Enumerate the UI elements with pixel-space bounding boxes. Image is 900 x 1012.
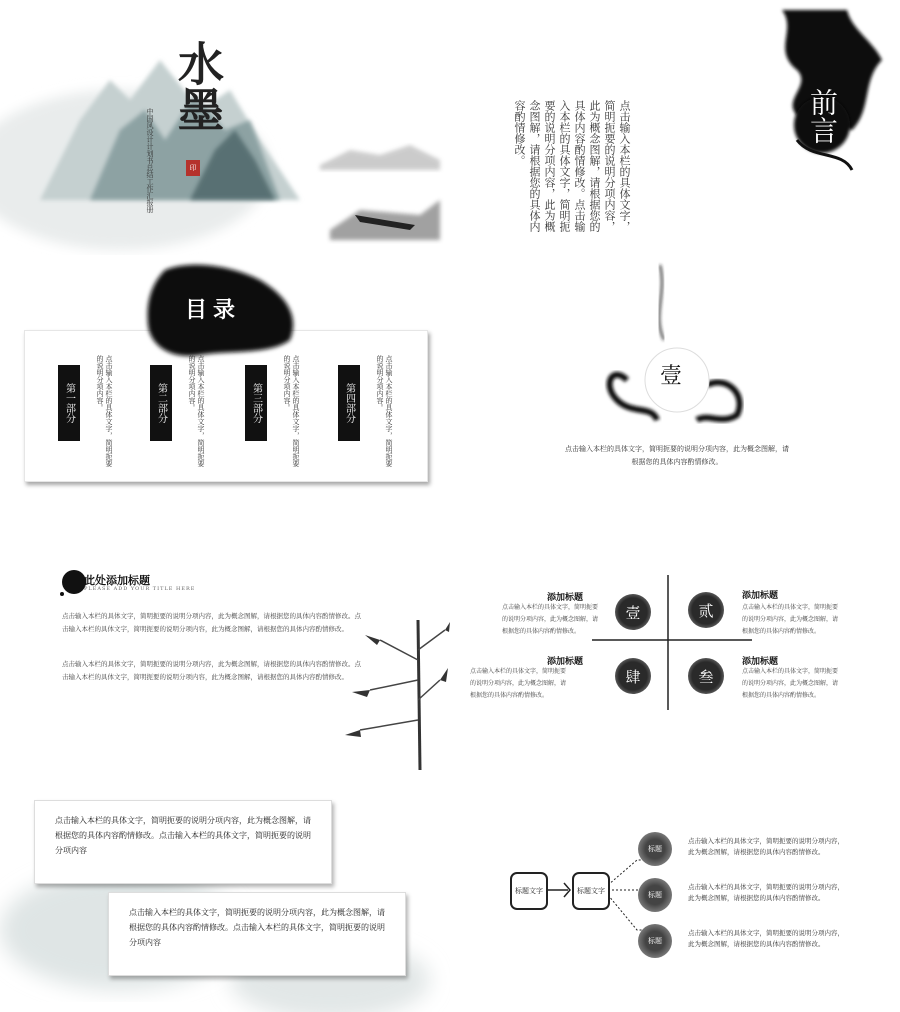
quadrant-1-badge: 壹 xyxy=(615,594,651,630)
flow-source-box: 标题文字 xyxy=(510,872,548,910)
slide-cover[interactable] xyxy=(0,0,450,255)
contents-part-4-text: 点击输入本栏的具体文字，简明扼要的说明分项内容。 xyxy=(376,355,393,467)
text-box-2: 点击输入本栏的具体文字，简明扼要的说明分项内容，此为概念图解，请根据您的具体内容酌情修改。点击输入本栏的具体文字，简明扼要的说明分项内容 xyxy=(108,892,406,976)
flow-target-box: 标题文字 xyxy=(572,872,610,910)
slide-flow-diagram[interactable] xyxy=(452,780,900,1012)
contents-part-1-text: 点击输入本栏的具体文字，简明扼要的说明分项内容。 xyxy=(96,355,113,467)
quadrant-4-badge: 叁 xyxy=(688,658,724,694)
section-title: 此处添加标题 xyxy=(84,574,150,587)
quadrant-3-text: 点击输入本栏的具体文字，简明扼要的说明分项内容，此为概念图解，请根据您的具体内容酌情修改。 xyxy=(470,668,567,699)
preface-body: 点击输入本栏的具体文字，简明扼要的说明分项内容，此为概念图解，请根据您的具体内容酌情修改。点击输入本栏的具体文字，简明扼要的说明分项内容，此为概念图解，请根据您的具体内容酌情修改。 xyxy=(513,100,631,232)
slide-text-boxes[interactable] xyxy=(0,780,450,1012)
contents-part-1[interactable]: 第一部分 xyxy=(58,365,80,441)
quadrant-1-text: 点击输入本栏的具体文字，简明扼要的说明分项内容，此为概念图解，请根据您的具体内容酌情修改。 xyxy=(502,604,599,635)
slide-quadrants[interactable] xyxy=(452,540,900,770)
slide-contents[interactable] xyxy=(0,255,450,510)
branch-3-badge: 标题 xyxy=(638,924,672,958)
section-caption: 点击输入本栏的具体文字，简明扼要的说明分项内容，此为概念图解，请根据您的具体内容酌情修改。 xyxy=(565,445,789,466)
preface-title: 前言 xyxy=(806,88,839,144)
quadrant-4-text: 点击输入本栏的具体文字，简明扼要的说明分项内容，此为概念图解，请根据您的具体内容酌情修改。 xyxy=(742,668,839,699)
paragraph-2: 点击输入本栏的具体文字，简明扼要的说明分项内容，此为概念图解，请根据您的具体内容酌情修改。点击输入本栏的具体文字，简明扼要的说明分项内容，此为概念图解，请根据您的具体内容酌情修改。 xyxy=(62,660,361,681)
branch-2-badge: 标题 xyxy=(638,878,672,912)
text-box-1: 点击输入本栏的具体文字，简明扼要的说明分项内容，此为概念图解，请根据您的具体内容酌情修改。点击输入本栏的具体文字，简明扼要的说明分项内容 xyxy=(34,800,332,884)
cover-subtitle: 中国风设计计划书总结工作汇报册 xyxy=(146,108,154,213)
contents-part-3-text: 点击输入本栏的具体文字，简明扼要的说明分项内容。 xyxy=(283,355,300,467)
quadrant-3-title: 添加标题 xyxy=(547,657,584,667)
branch-3-text: 点击输入本栏的具体文字，简明扼要的说明分项内容，此为概念图解，请根据您的具体内容酌情修改。 xyxy=(688,929,844,948)
quadrant-2-badge: 贰 xyxy=(688,592,724,628)
slide-text-bamboo[interactable] xyxy=(0,540,450,770)
contents-part-3[interactable]: 第三部分 xyxy=(245,365,267,441)
quadrant-cross-lines xyxy=(452,540,900,770)
branch-1-badge: 标题 xyxy=(638,832,672,866)
slide-section-one[interactable] xyxy=(452,255,900,510)
cover-title: 水墨 xyxy=(171,40,225,132)
bamboo-illustration xyxy=(340,620,450,770)
quadrant-2-title: 添加标题 xyxy=(742,591,779,601)
branch-1-text: 点击输入本栏的具体文字，简明扼要的说明分项内容，此为概念图解，请根据您的具体内容酌情修改。 xyxy=(688,837,844,856)
contents-part-2[interactable]: 第二部分 xyxy=(150,365,172,441)
section-numeral: 壹 xyxy=(660,364,683,389)
contents-part-4[interactable]: 第四部分 xyxy=(338,365,360,441)
slide-preface[interactable] xyxy=(452,0,900,255)
section-title-english: PLEASE ADD YOUR TITLE HERE xyxy=(84,586,196,592)
quadrant-4-title: 添加标题 xyxy=(742,657,779,667)
branch-2-text: 点击输入本栏的具体文字，简明扼要的说明分项内容，此为概念图解，请根据您的具体内容酌情修改。 xyxy=(688,883,844,902)
paragraph-1: 点击输入本栏的具体文字，简明扼要的说明分项内容，此为概念图解，请根据您的具体内容酌情修改。点击输入本栏的具体文字，简明扼要的说明分项内容，此为概念图解，请根据您的具体内容酌情修改。 xyxy=(62,612,361,633)
contents-title: 目录 xyxy=(185,297,242,323)
quadrant-3-badge: 肆 xyxy=(615,658,651,694)
red-seal-stamp: 印 xyxy=(186,160,200,176)
quadrant-1-title: 添加标题 xyxy=(547,593,584,603)
contents-part-2-text: 点击输入本栏的具体文字，简明扼要的说明分项内容。 xyxy=(188,355,205,467)
quadrant-2-text: 点击输入本栏的具体文字，简明扼要的说明分项内容，此为概念图解，请根据您的具体内容酌情修改。 xyxy=(742,604,839,635)
